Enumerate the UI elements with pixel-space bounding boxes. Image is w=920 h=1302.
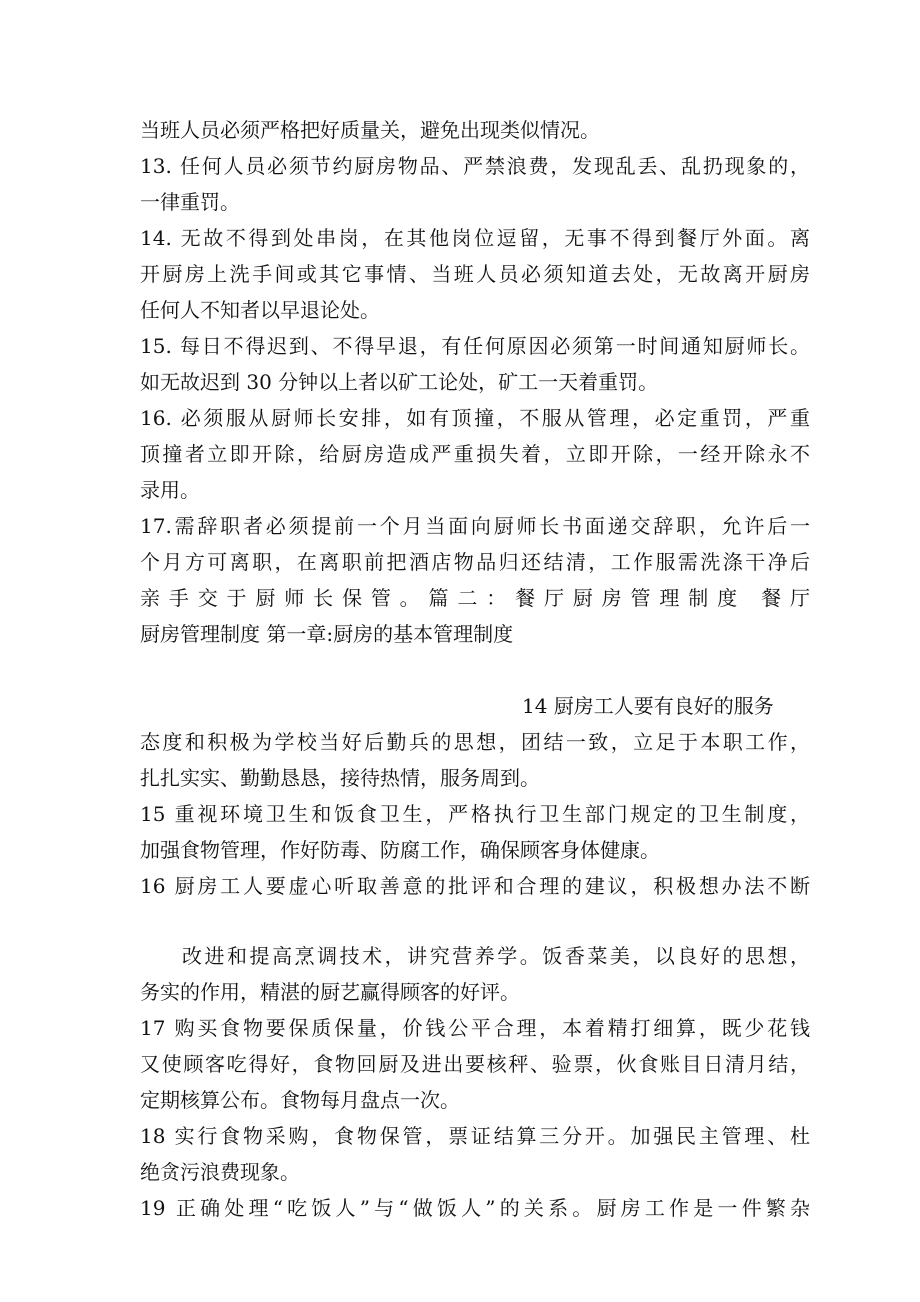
text-line: 15. 每日不得迟到、不得早退，有任何原因必须第一时间通知厨师长。 bbox=[140, 334, 810, 358]
text-line: 任何人不知者以早退论处。 bbox=[140, 298, 380, 322]
text-line: 亲手交于厨师长保管。篇二：餐厅厨房管理制度 餐厅 bbox=[140, 586, 810, 610]
text-line: 如无故迟到 30 分钟以上者以矿工论处，矿工一天着重罚。 bbox=[140, 370, 659, 394]
text-line: 17.需辞职者必须提前一个月当面向厨师长书面递交辞职，允许后一 bbox=[140, 514, 810, 538]
text-line: 16. 必须服从厨师长安排，如有顶撞，不服从管理，必定重罚，严重 bbox=[140, 406, 810, 430]
text-line: 15 重视环境卫生和饭食卫生，严格执行卫生部门规定的卫生制度， bbox=[140, 802, 810, 826]
text-line: 扎扎实实、勤勤恳恳，接待热情，服务周到。 bbox=[140, 766, 540, 790]
text-line: 18 实行食物采购，食物保管，票证结算三分开。加强民主管理、杜 bbox=[140, 1124, 810, 1148]
text-line: 13. 任何人员必须节约厨房物品、严禁浪费，发现乱丢、乱扔现象的， bbox=[140, 154, 810, 178]
text-line: 14 厨房工人要有良好的服务 bbox=[522, 694, 774, 718]
text-line: 顶撞者立即开除，给厨房造成严重损失着，立即开除，一经开除永不 bbox=[140, 442, 810, 466]
text-line: 19 正确处理“吃饭人”与“做饭人”的关系。厨房工作是一件繁杂 bbox=[140, 1196, 810, 1220]
text-line: 个月方可离职，在离职前把酒店物品归还结清，工作服需洗涤干净后 bbox=[140, 550, 810, 574]
text-line: 当班人员必须严格把好质量关，避免出现类似情况。 bbox=[140, 118, 600, 142]
text-line: 态度和积极为学校当好后勤兵的思想，团结一致，立足于本职工作， bbox=[140, 730, 810, 754]
text-line: 改进和提高烹调技术，讲究营养学。饭香菜美，以良好的思想， bbox=[182, 944, 810, 968]
text-line: 开厨房上洗手间或其它事情、当班人员必须知道去处，无故离开厨房 bbox=[140, 262, 810, 286]
text-line: 14. 无故不得到处串岗，在其他岗位逗留，无事不得到餐厅外面。离 bbox=[140, 226, 810, 250]
text-line: 又使顾客吃得好，食物回厨及进出要核秤、验票，伙食账目日清月结， bbox=[140, 1052, 810, 1076]
text-line: 绝贪污浪费现象。 bbox=[140, 1160, 300, 1184]
text-line: 16 厨房工人要虚心听取善意的批评和合理的建议，积极想办法不断 bbox=[140, 874, 810, 898]
text-line: 务实的作用，精湛的厨艺赢得顾客的好评。 bbox=[140, 980, 520, 1004]
text-line: 定期核算公布。食物每月盘点一次。 bbox=[140, 1088, 460, 1112]
text-line: 17 购买食物要保质保量，价钱公平合理，本着精打细算，既少花钱 bbox=[140, 1016, 810, 1040]
text-line: 一律重罚。 bbox=[140, 190, 240, 214]
text-line: 录用。 bbox=[140, 478, 200, 502]
text-line: 厨房管理制度 第一章:厨房的基本管理制度 bbox=[140, 622, 514, 646]
text-line: 加强食物管理，作好防毒、防腐工作，确保顾客身体健康。 bbox=[140, 838, 660, 862]
